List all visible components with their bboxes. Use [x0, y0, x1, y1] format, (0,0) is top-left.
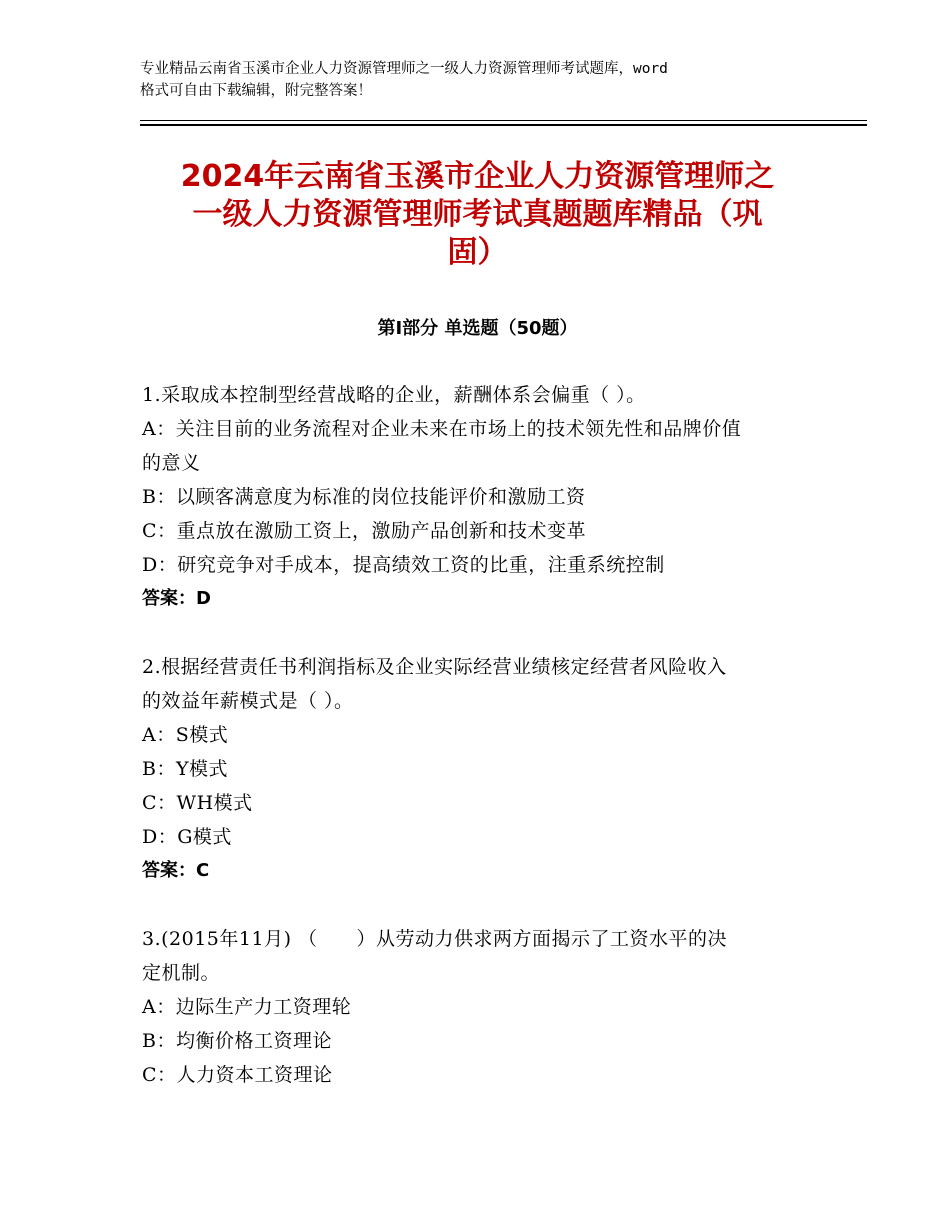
question-3 [142, 922, 812, 1092]
question-option: A：关注目前的业务流程对企业未来在市场上的技术领先性和品牌价值 [142, 418, 742, 440]
question-list [142, 378, 812, 1126]
question-option: B：均衡价格工资理论 [142, 1030, 332, 1052]
question-option: D：G模式 [142, 826, 232, 848]
header-note-line-2: 格式可自由下载编辑，附完整答案！ [140, 83, 372, 99]
question-stem: 1.采取成本控制型经营战略的企业，薪酬体系会偏重（ ）。 [142, 384, 646, 406]
header-rule-thin [140, 120, 867, 121]
question-option: C：人力资本工资理论 [142, 1064, 333, 1086]
question-stem: 2.根据经营责任书利润指标及企业实际经营业绩核定经营者风险收入 [142, 656, 727, 678]
question-2 [142, 650, 812, 888]
question-1 [142, 378, 812, 616]
question-option: D：研究竞争对手成本，提高绩效工资的比重，注重系统控制 [142, 554, 665, 576]
question-stem-continuation: 的效益年薪模式是（ ）。 [142, 690, 354, 712]
question-answer: 答案：C [142, 860, 210, 881]
document-title [140, 158, 815, 272]
section-title: 第Ⅰ部分 单选题（50题） [377, 318, 578, 339]
question-option: A：S模式 [142, 724, 229, 746]
question-option: A：边际生产力工资理轮 [142, 996, 352, 1018]
document-title-line-2: 一级人力资源管理师考试真题题库精品（巩 [192, 197, 763, 232]
question-option: C：重点放在激励工资上，激励产品创新和技术变革 [142, 520, 587, 542]
question-answer: 答案：D [142, 588, 211, 609]
question-stem: 3.(2015年11月) （ ）从劳动力供求两方面揭示了工资水平的决 [142, 928, 728, 950]
document-title-line-3: 固） [447, 235, 508, 270]
question-stem-continuation: 定机制。 [142, 962, 221, 984]
question-option: B：Y模式 [142, 758, 229, 780]
question-option: B：以顾客满意度为标准的岗位技能评价和激励工资 [142, 486, 586, 508]
document-title-line-1: 2024年云南省玉溪市企业人力资源管理师之 [180, 159, 775, 194]
question-option: C：WH模式 [142, 792, 253, 814]
question-option-continuation: 的意义 [142, 452, 201, 474]
header-note [140, 58, 820, 102]
header-note-line-1: 专业精品云南省玉溪市企业人力资源管理师之一级人力资源管理师考试题库，word [140, 61, 668, 77]
header-rule-thick [140, 124, 867, 126]
